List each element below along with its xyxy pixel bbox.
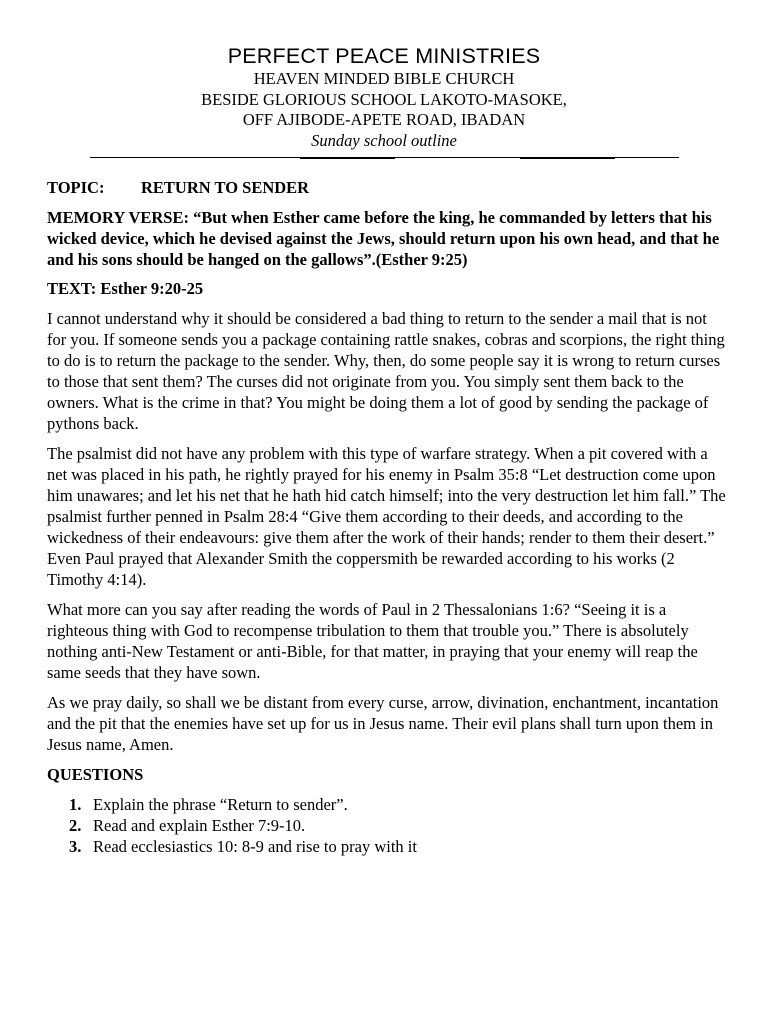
divider-accent bbox=[520, 157, 615, 159]
header-divider bbox=[90, 157, 679, 158]
questions-list bbox=[47, 794, 727, 857]
body-paragraph: The psalmist did not have any problem with this type of warfare strategy. When a pit covered with a net was placed in his path, he rightly prayed for his enemy in Psalm 35:8 “Let destruction come upon him unawares; and let his net that he hath hid catch himself; into the very destruction let him fall.” The psalmist further penned in Psalm 28:4 “Give them according to their deeds, and according to the wickedness of their endeavours: give them after the work of their hands; render to them their desert.” Even Paul prayed that Alexander Smith the coppersmith be rewarded according to his works (2 Timothy 4:14). bbox=[47, 444, 726, 589]
divider-accent bbox=[300, 157, 395, 159]
question-number: 3. bbox=[69, 837, 82, 856]
topic-line bbox=[47, 177, 727, 199]
memory-verse: MEMORY VERSE: “But when Esther came before the king, he commanded by letters that his wicked device, which he devised against the Jews, should return upon his own head, and that he and his sons should be hanged on the gallows”.(Esther 9:25) bbox=[47, 208, 720, 269]
body-paragraph: What more can you say after reading the words of Paul in 2 Thessalonians 1:6? “Seeing it is a righteous thing with God to recompense tribulation to them that trouble you.” There is absolutely nothing anti-New Testament or anti-Bible, for that matter, in praying that your enemy will reap the same seeds that they have sown. bbox=[47, 600, 698, 682]
document-body bbox=[47, 177, 727, 857]
body-paragraph: As we pray daily, so shall we be distant from every curse, arrow, divination, enchantment, incantation and the pit that the enemies have set up for us in Jesus name. Their evil plans shall turn upon them in Jesus name, Amen. bbox=[47, 693, 719, 754]
question-number: 2. bbox=[69, 816, 82, 835]
letterhead bbox=[0, 43, 768, 151]
address-line-2: OFF AJIBODE-APETE ROAD, IBADAN bbox=[242, 110, 526, 129]
church-name: HEAVEN MINDED BIBLE CHURCH bbox=[253, 69, 515, 88]
bible-text-reference: TEXT: Esther 9:20-25 bbox=[47, 279, 204, 298]
question-text: Explain the phrase “Return to sender”. bbox=[93, 795, 348, 814]
question-item bbox=[47, 815, 727, 836]
organization-name: PERFECT PEACE MINISTRIES bbox=[227, 44, 541, 68]
address-line-1: BESIDE GLORIOUS SCHOOL LAKOTO-MASOKE, bbox=[201, 89, 567, 109]
question-item bbox=[47, 794, 727, 815]
body-paragraph: I cannot understand why it should be considered a bad thing to return to the sender a mail that is not for you. If someone sends you a package containing rattle snakes, cobras and scorpions, the right thing to do is to return the package to the sender. Why, then, do some people say it is wrong to return curses to those that sent them? The curses did not originate from you. You simply sent them back to the owners. What is the crime in that? You might be doing them a lot of good by sending the package of pythons back. bbox=[47, 309, 725, 433]
question-number: 1. bbox=[69, 795, 82, 814]
question-item bbox=[47, 836, 727, 857]
questions-heading: QUESTIONS bbox=[47, 765, 144, 784]
question-text: Read and explain Esther 7:9-10. bbox=[93, 816, 306, 835]
document-subtitle: Sunday school outline bbox=[311, 130, 457, 150]
topic-label: TOPIC: bbox=[47, 178, 105, 197]
topic-title: RETURN TO SENDER bbox=[141, 178, 310, 197]
question-text: Read ecclesiastics 10: 8-9 and rise to pray with it bbox=[93, 837, 417, 856]
